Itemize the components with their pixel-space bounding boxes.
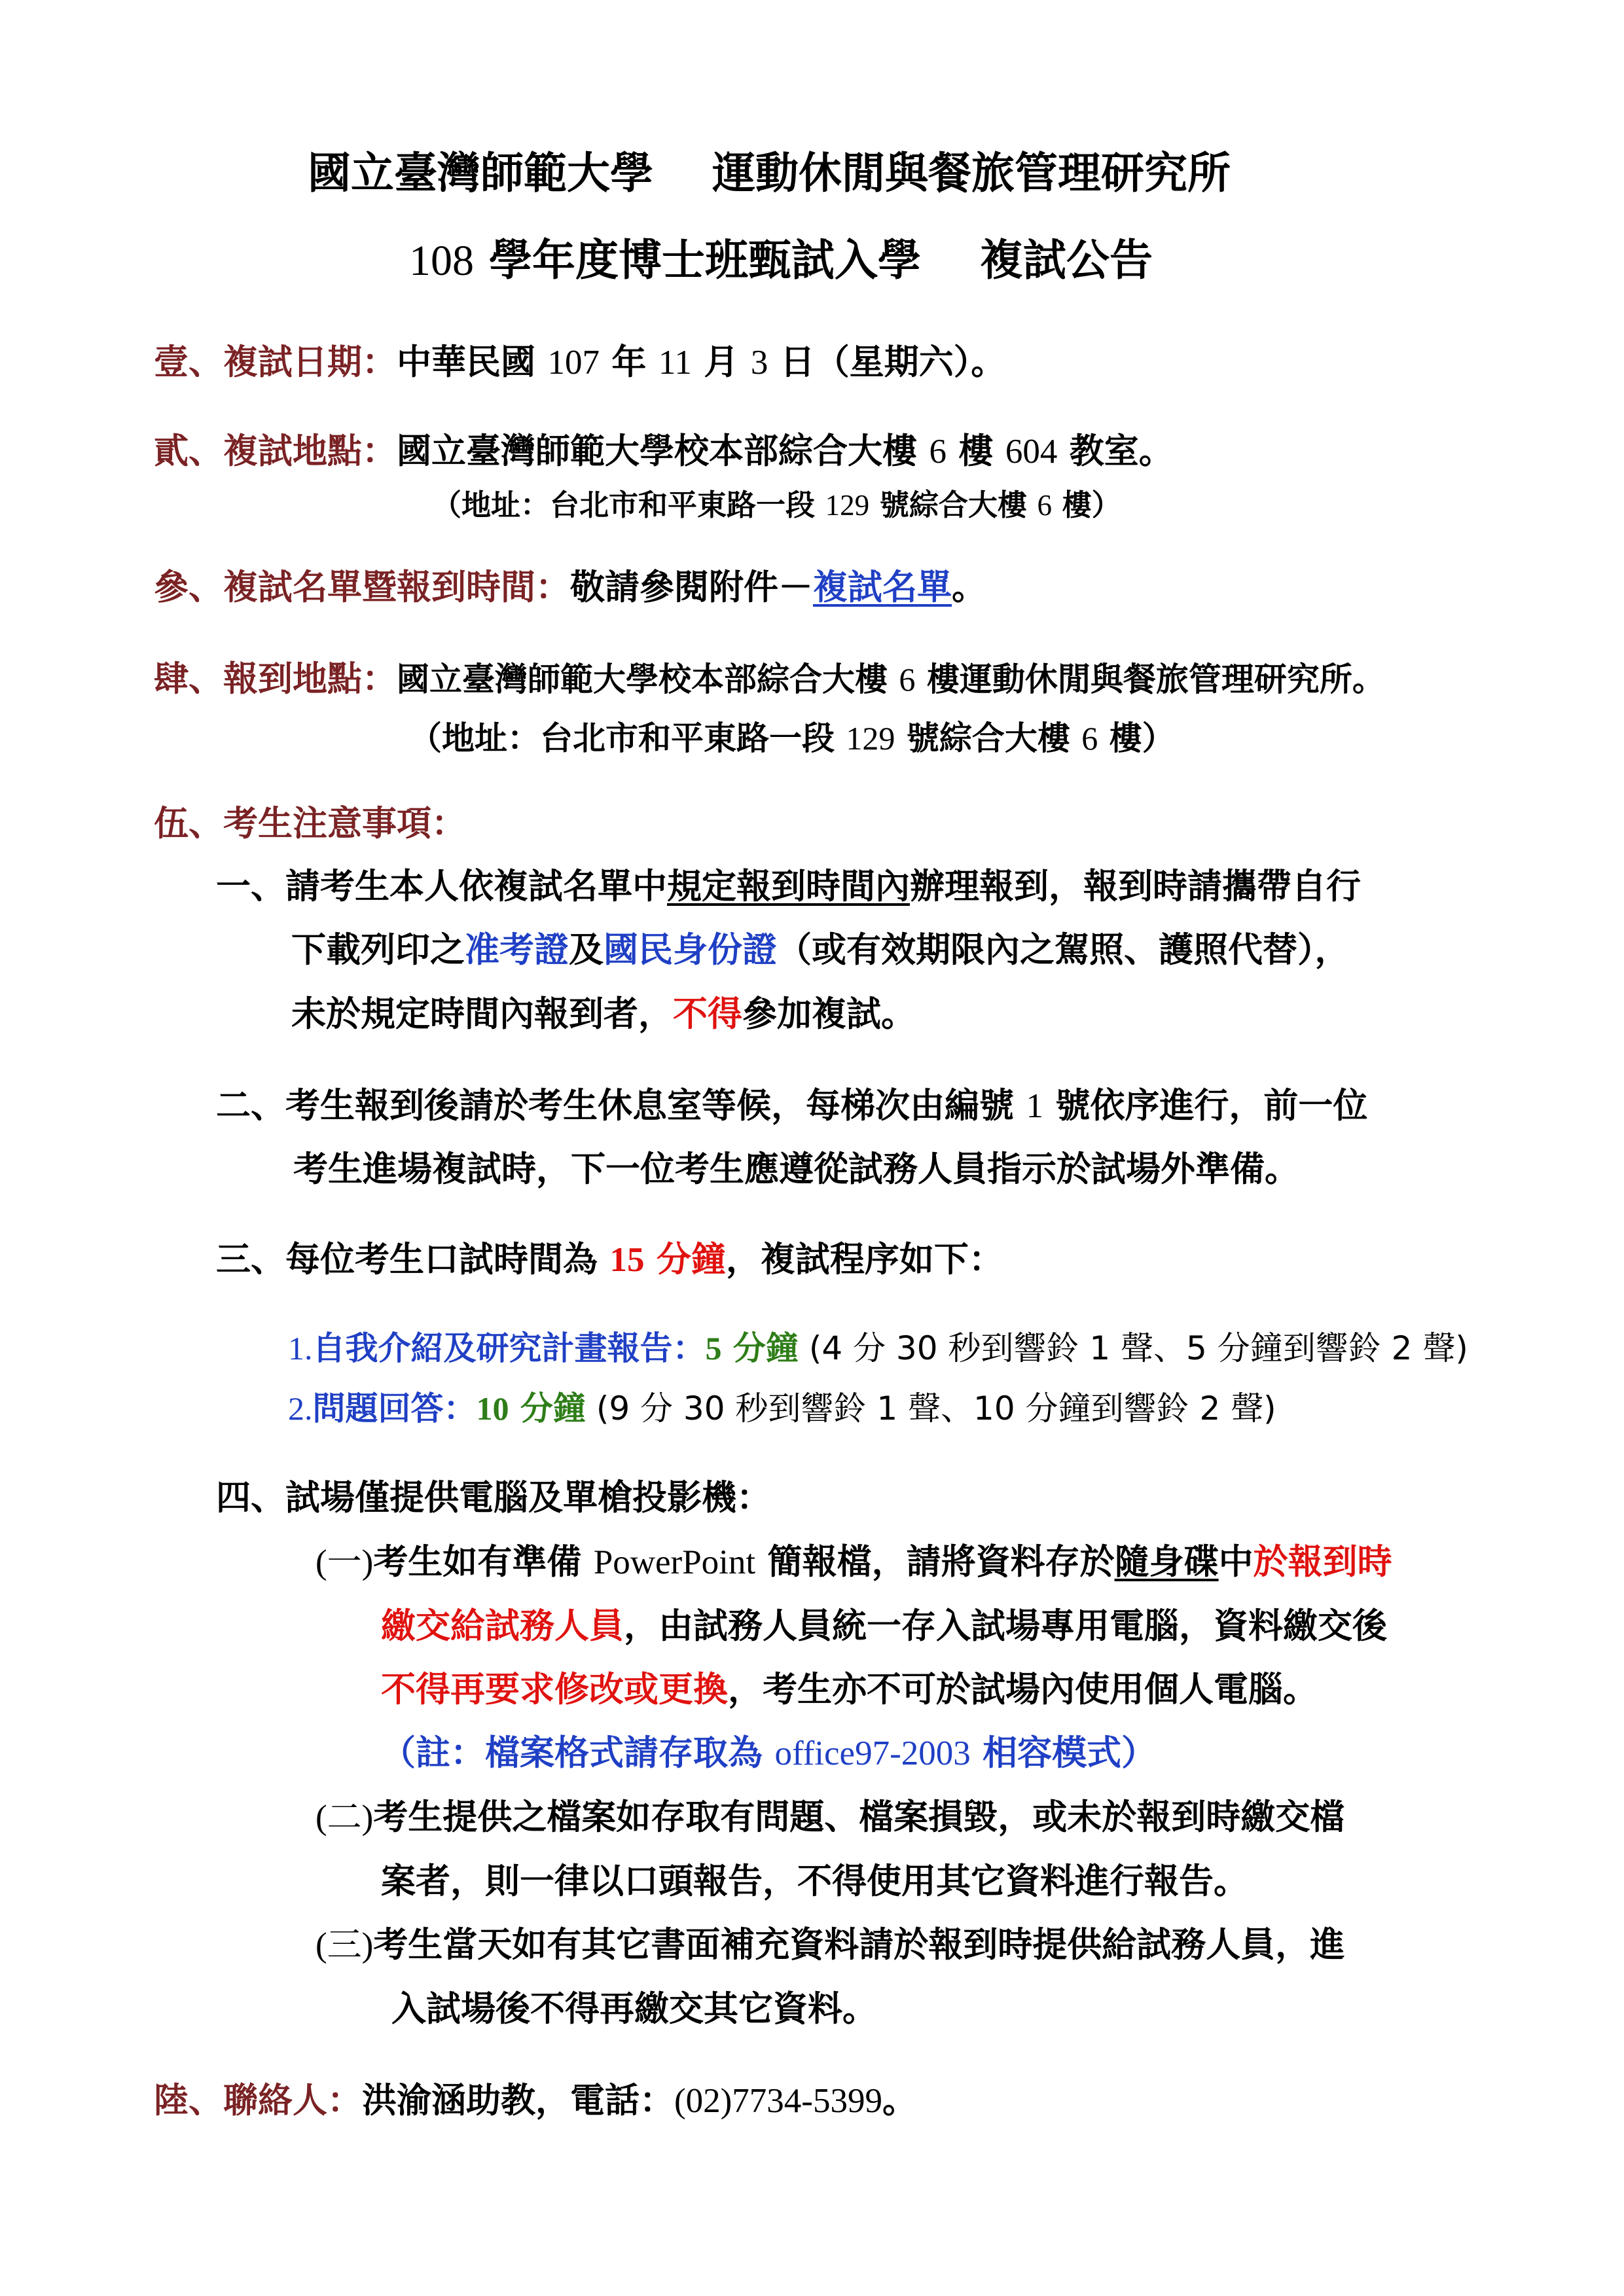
- announcement-type: 複試公告: [979, 235, 1153, 285]
- check-in-address: （地址：台北市和平東路一段 129 號綜合大樓 6 樓）: [409, 719, 1175, 757]
- note-item-4-a-line-3: 不得再要求修改或更換，考生亦不可於試場內使用個人電腦。: [381, 1670, 1318, 1710]
- not-allowed-emphasis: 不得: [673, 994, 742, 1034]
- section-exam-location: 貳、複試地點：國立臺灣師範大學校本部綜合大樓 6 樓 604 教室。: [154, 431, 1174, 471]
- procedure-step-2: 2.問題回答：10 分鐘 (9 分 30 秒到響鈴 1 聲、10 分鐘到響鈴 2 聲): [288, 1390, 1276, 1427]
- section-label: 陸、聯絡人：: [154, 2081, 362, 2121]
- section-label: 壹、複試日期：: [154, 342, 397, 382]
- note-item-1-line-2: 下載列印之准考證及國民身份證（或有效期限內之駕照、護照代替），: [291, 930, 1350, 970]
- note-item-4-a-line-1: (一)考生如有準備 PowerPoint 簡報檔，請將資料存於隨身碟中於報到時: [316, 1542, 1392, 1582]
- procedure-step-1: 1.自我介紹及研究計畫報告：5 分鐘 (4 分 30 秒到響鈴 1 聲、5 分鐘到響鈴 2 聲): [288, 1329, 1468, 1367]
- section-contact: 陸、聯絡人：洪渝涵助教，電話：(02)7734-5399。: [154, 2081, 917, 2121]
- exam-location-address: （地址：台北市和平東路一段 129 號綜合大樓 6 樓）: [432, 488, 1121, 522]
- academic-year: 108: [409, 237, 474, 285]
- candidate-list-link[interactable]: 複試名單: [813, 567, 952, 607]
- section-label: 貳、複試地點：: [154, 431, 397, 471]
- note-item-2-line-2: 考生進場複試時，下一位考生應遵從試務人員指示於試場外準備。: [293, 1149, 1299, 1189]
- note-item-4-title: 四、試場僅提供電腦及單槍投影機：: [216, 1478, 771, 1518]
- note-item-2-line-1: 二、考生報到後請於考生休息室等候，每梯次由編號 1 號依序進行，前一位: [216, 1086, 1368, 1126]
- usb-drive-emphasis: 隨身碟: [1114, 1542, 1219, 1582]
- institute-name: 運動休閒與餐旅管理研究所: [712, 148, 1231, 198]
- note-item-4-b-line-1: (二)考生提供之檔案如存取有問題、檔案損毀，或未於報到時繳交檔: [316, 1797, 1345, 1837]
- section-candidate-list: 參、複試名單暨報到時間：敬請參閱附件－複試名單。: [154, 567, 986, 607]
- page-title-line-2: [409, 234, 1153, 287]
- admission-ticket: 准考證: [465, 930, 569, 970]
- note-item-4-c-line-1: (三)考生當天如有其它書面補充資料請於報到時提供給試務人員，進: [316, 1925, 1345, 1965]
- note-item-4-b-line-2: 案者，則一律以口頭報告，不得使用其它資料進行報告。: [381, 1861, 1248, 1901]
- program-name: 學年度博士班甄試入學: [474, 235, 921, 285]
- oral-exam-minutes: 15: [609, 1241, 645, 1279]
- contact-phone: (02)7734-5399: [674, 2082, 882, 2120]
- section-check-in-location: 肆、報到地點：國立臺灣師範大學校本部綜合大樓 6 樓運動休閒與餐旅管理研究所。: [154, 659, 1385, 699]
- note-item-1-line-3: 未於規定時間內報到者，不得參加複試。: [291, 994, 916, 1034]
- note-item-3: 三、每位考生口試時間為 15 分鐘，複試程序如下：: [216, 1240, 1003, 1280]
- section-notes-label: 伍、考生注意事項：: [154, 804, 466, 844]
- check-in-time-emphasis: 規定報到時間內: [667, 867, 910, 906]
- page-title-line-1: [308, 147, 1231, 199]
- university-name: 國立臺灣師範大學: [308, 148, 653, 198]
- file-format-note: （註：檔案格式請存取為 office97-2003 相容模式）: [381, 1733, 1157, 1773]
- note-item-4-c-line-2: 入試場後不得再繳交其它資料。: [391, 1989, 877, 2029]
- national-id: 國民身份證: [604, 930, 777, 970]
- section-label: 肆、報到地點：: [154, 659, 397, 699]
- section-exam-date: 壹、複試日期：中華民國 107 年 11 月 3 日（星期六）。: [154, 342, 1006, 382]
- note-item-4-a-line-2: 繳交給試務人員，由試務人員統一存入試場專用電腦，資料繳交後: [381, 1606, 1387, 1646]
- note-item-1-line-1: 一、請考生本人依複試名單中規定報到時間內辦理報到，報到時請攜帶自行: [216, 867, 1361, 906]
- section-label: 參、複試名單暨報到時間：: [154, 567, 570, 607]
